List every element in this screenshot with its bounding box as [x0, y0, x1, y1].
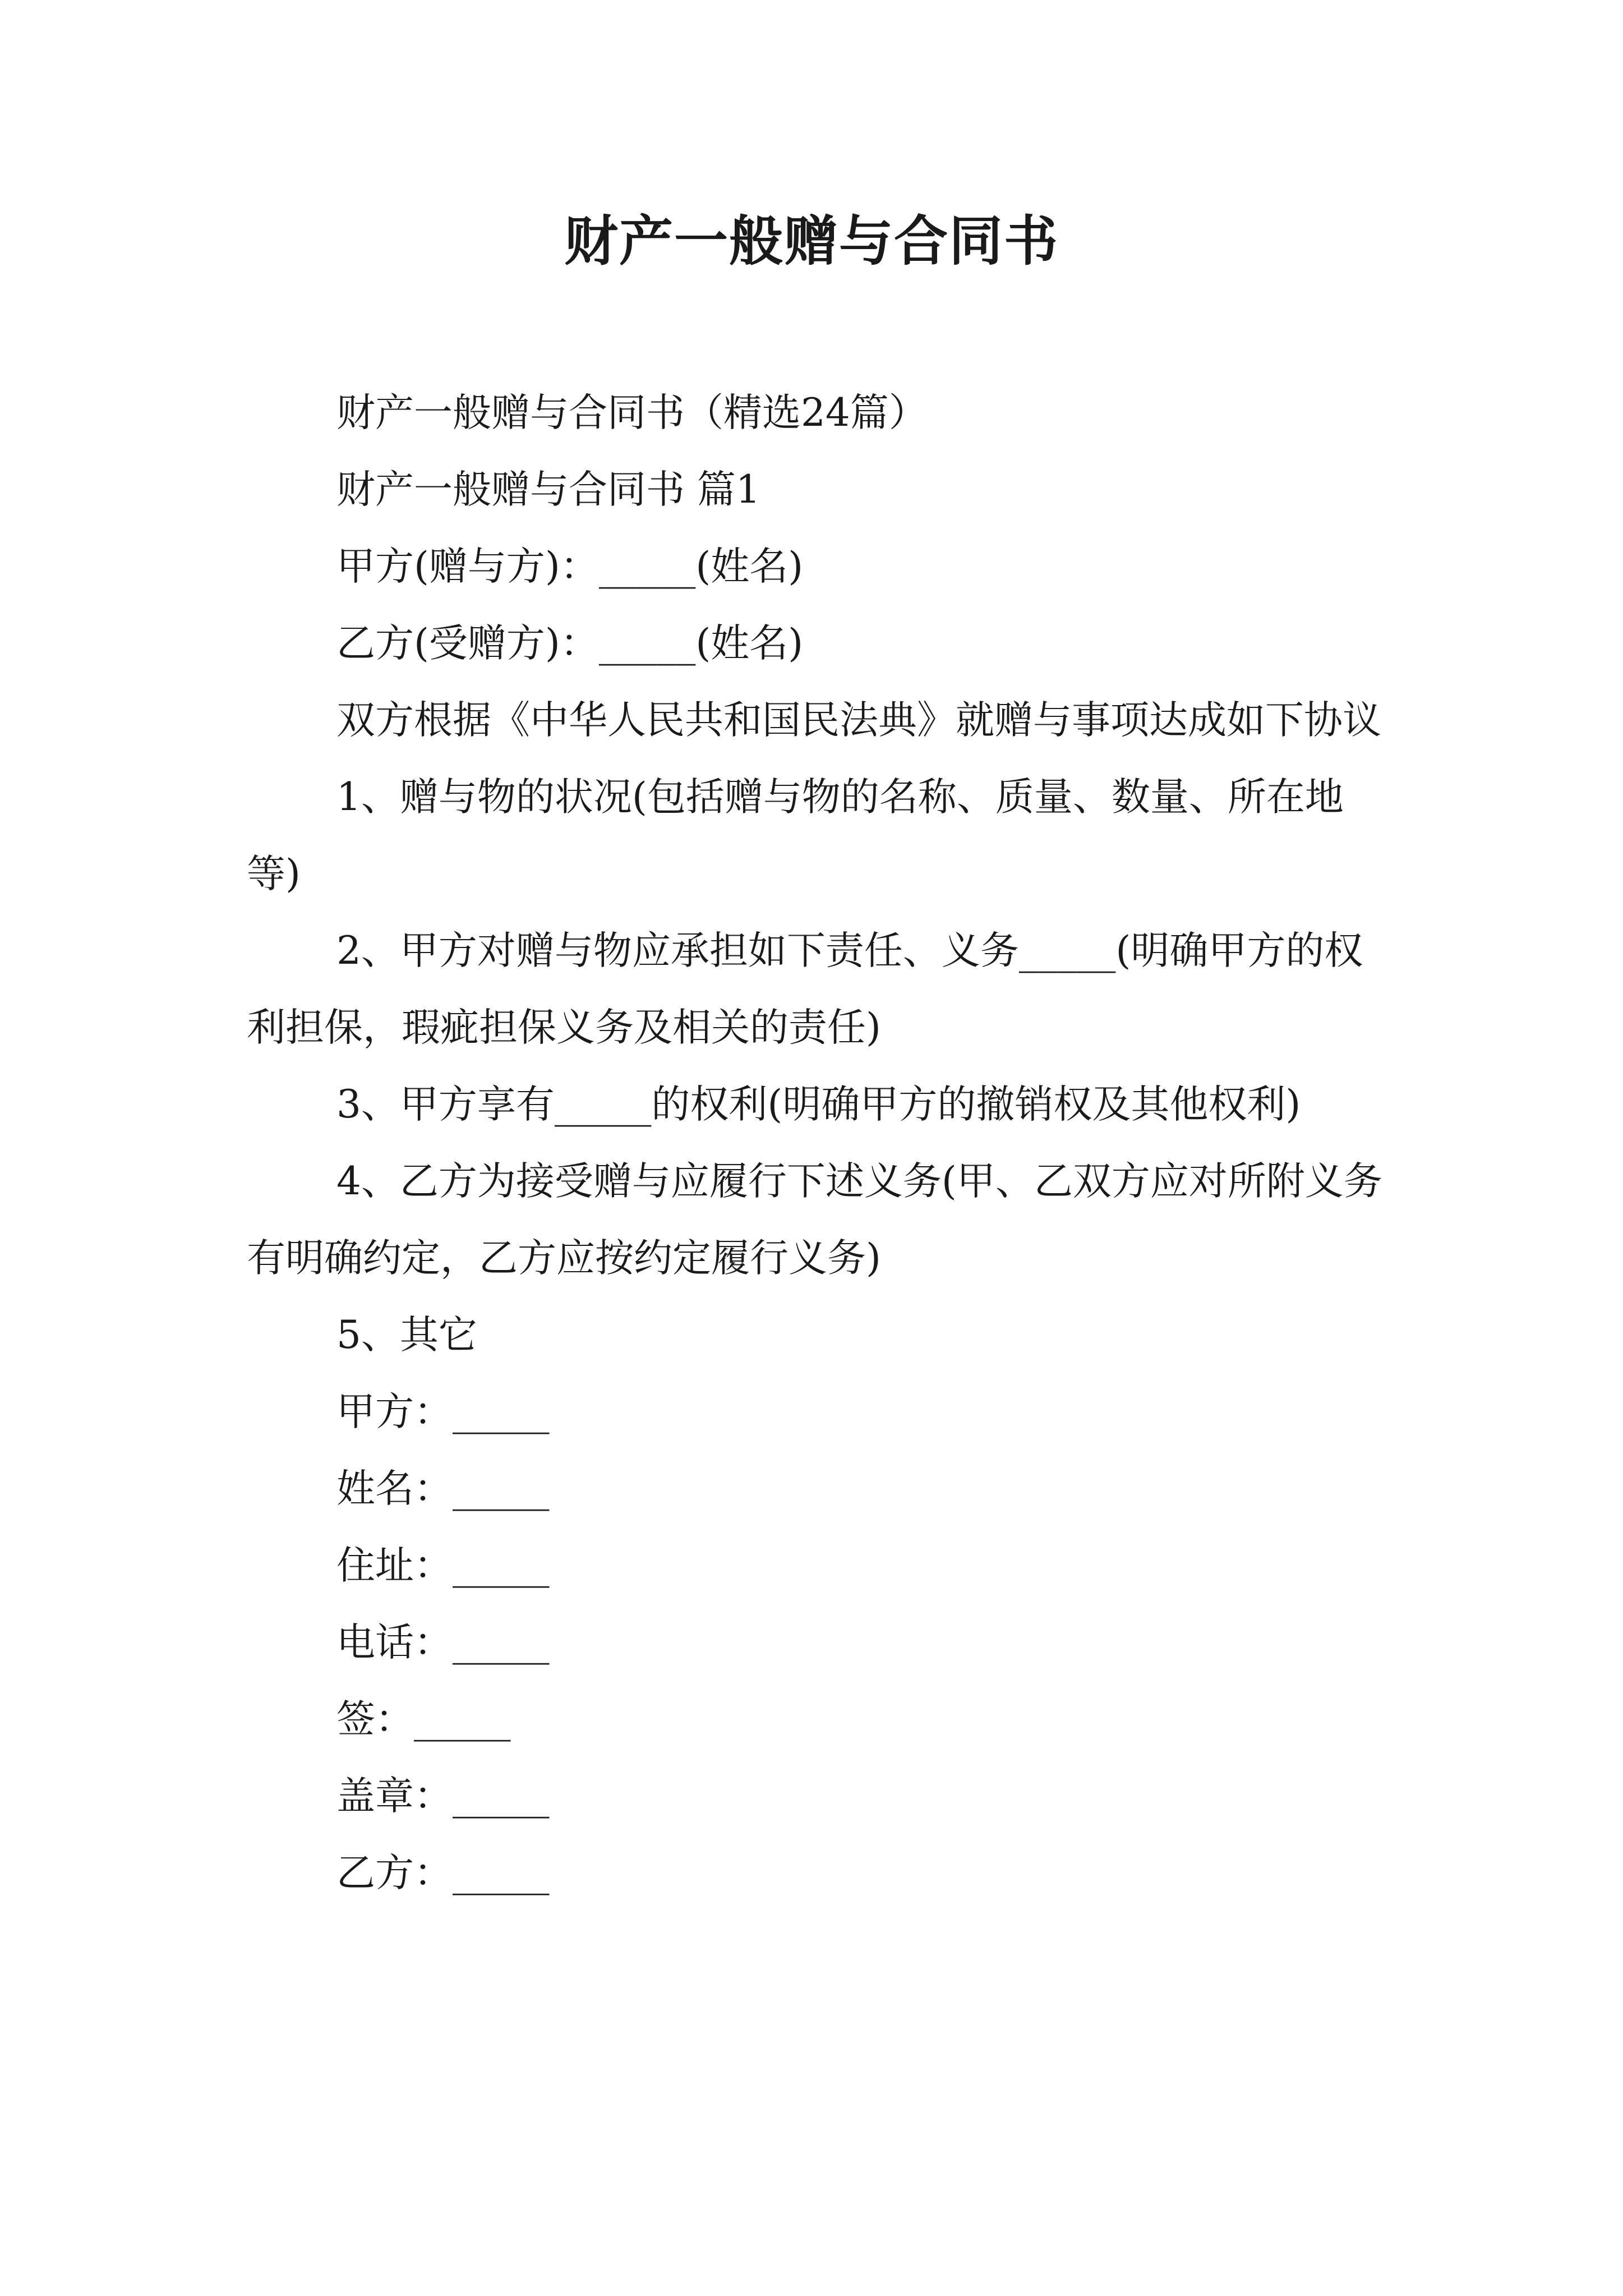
signature-name: 姓名：_____: [336, 1466, 550, 1511]
signature-seal: 盖章：_____: [336, 1774, 550, 1819]
signature-party-b: 乙方：_____: [336, 1851, 550, 1895]
clause-4: 4、乙方为接受赠与应履行下述义务(甲、乙双方应对所附义务有明确约定，乙方应按约定履行义务): [247, 1159, 1382, 1281]
agreement-intro: 双方根据《中华人民共和国民法典》就赠与事项达成如下协议: [336, 698, 1381, 743]
party-a-line: 甲方(赠与方)：_____(姓名): [336, 544, 804, 589]
document-body: [247, 375, 1385, 1912]
clause-1: 1、赠与物的状况(包括赠与物的名称、质量、数量、所在地等): [247, 775, 1344, 896]
document-title: 财产一般赠与合同书: [564, 209, 1059, 273]
document-subtitle: 财产一般赠与合同书（精选24篇）: [336, 390, 928, 435]
clause-2: 2、甲方对赠与物应承担如下责任、义务_____(明确甲方的权利担保，瑕疵担保义务及相关的责任): [247, 928, 1363, 1050]
signature-party-a: 甲方：_____: [336, 1389, 550, 1434]
clause-3: 3、甲方享有_____的权利(明确甲方的撤销权及其他权利): [336, 1082, 1301, 1127]
party-b-line: 乙方(受赠方)：_____(姓名): [336, 621, 804, 666]
signature-address: 住址：_____: [336, 1543, 550, 1588]
signature-sign: 签：_____: [336, 1697, 511, 1742]
section-heading: 财产一般赠与合同书 篇1: [336, 467, 760, 512]
signature-phone: 电话：_____: [336, 1620, 550, 1665]
clause-5: 5、其它: [336, 1313, 477, 1358]
